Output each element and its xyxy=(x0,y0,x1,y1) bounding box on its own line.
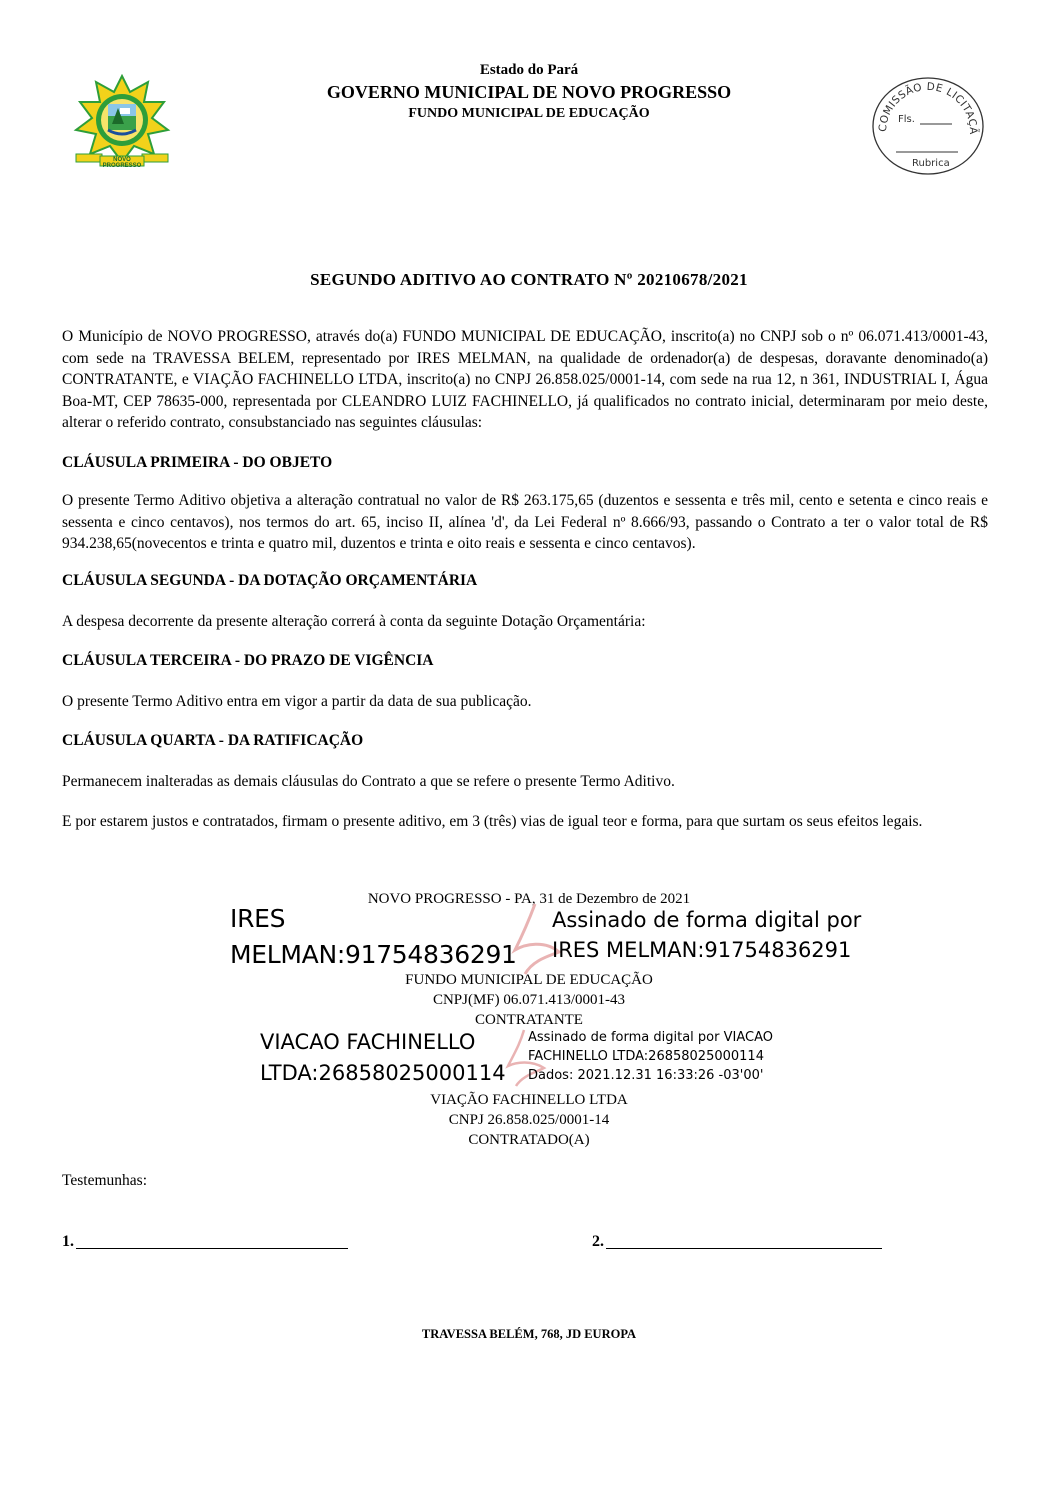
signer-2-entity: VIAÇÃO FACHINELLO LTDA xyxy=(430,1092,628,1108)
witness-1-line xyxy=(76,1248,348,1249)
stamp-arc-text: COMISSÃO DE LICITAÇÃ xyxy=(876,80,980,135)
signer-1-role: CONTRATANTE xyxy=(475,1012,583,1028)
clause-4-text: Permanecem inalteradas as demais cláusulas do Contrato a que se refere o presente Termo Aditivo. xyxy=(62,773,675,790)
witness-2-number: 2. xyxy=(592,1233,604,1250)
signer-1-name-line1: IRES xyxy=(230,904,286,933)
document-title: SEGUNDO ADITIVO AO CONTRATO Nº 20210678/2021 xyxy=(310,270,748,289)
clause-2-heading: CLÁUSULA SEGUNDA - DA DOTAÇÃO ORÇAMENTÁRIA xyxy=(62,572,478,589)
signer-2-name-line2: LTDA:26858025000114 xyxy=(260,1061,506,1085)
witness-1-number: 1. xyxy=(62,1233,74,1250)
logo-banner-text: NOVO PROGRESSO xyxy=(102,157,142,169)
signer-2-digital-line2: FACHINELLO LTDA:26858025000114 xyxy=(528,1049,764,1064)
svg-text:COMISSÃO DE LICITAÇÃO xyxy=(866,70,980,135)
stamp-fls-label: Fls. xyxy=(898,114,915,125)
clause-3-heading: CLÁUSULA TERCEIRA - DO PRAZO DE VIGÊNCIA xyxy=(62,652,434,669)
header-fund: FUNDO MUNICIPAL DE EDUCAÇÃO xyxy=(408,106,650,121)
clause-2-text: A despesa decorrente da presente alteração correrá à conta da seguinte Dotação Orçamentária: xyxy=(62,613,646,630)
clause-3-text: O presente Termo Aditivo entra em vigor a partir da data de sua publicação. xyxy=(62,693,532,710)
signer-1-cnpj: CNPJ(MF) 06.071.413/0001-43 xyxy=(432,992,626,1008)
signer-2-cnpj: CNPJ 26.858.025/0001-14 xyxy=(448,1112,610,1128)
clause-4-heading: CLÁUSULA QUARTA - DA RATIFICAÇÃO xyxy=(62,732,364,749)
signer-2-digital-line1: Assinado de forma digital por VIACAO xyxy=(528,1030,773,1045)
closing-paragraph: E por estarem justos e contratados, firmam o presente aditivo, em 3 (três) vias de igual teor e forma, para que surtam os seus efeitos legais. xyxy=(62,813,923,830)
footer-address: TRAVESSA BELÉM, 768, JD EUROPA xyxy=(421,1327,637,1341)
stamp-rubrica-label: Rubrica xyxy=(912,158,950,169)
signer-1-name-line2: MELMAN:91754836291 xyxy=(230,940,517,969)
intro-paragraph: O Município de NOVO PROGRESSO, através do(a) FUNDO MUNICIPAL DE EDUCAÇÃO, inscrito(a) no CNPJ sob o nº 06.071.413/0001-43, com sede na TRAVESSA BELEM, representado por IRES MELMAN, na qualidade de ordenador(a) de despesas, doravante denominado(a) CONTRATANTE, e VIAÇÃO FACHINELLO LTDA, inscrito(a) no CNPJ 26.858.025/0001-14, com sede na rua 12, n 361, INDUSTRIAL I, Água Boa-MT, CEP 78635-000, representada por CLEANDRO LUIZ FACHINELLO, já qualificados no contrato inicial, determinaram por meio deste, alterar o referido contrato, consubstanciado nas seguintes cláusulas: xyxy=(62,328,988,431)
witnesses-label: Testemunhas: xyxy=(62,1172,148,1189)
witness-2-line xyxy=(606,1248,882,1249)
place-date: NOVO PROGRESSO - PA, 31 de Dezembro de 2021 xyxy=(367,891,691,907)
signer-1-digital-line2: IRES MELMAN:91754836291 xyxy=(552,938,852,962)
clause-1-text: O presente Termo Aditivo objetiva a alteração contratual no valor de R$ 263.175,65 (duzentos e sessenta e três mil, cento e setenta e cinco reais e sessenta e cinco centavos), nos termos do art. 65, inciso II, alínea 'd', da Lei Federal nº 8.666/93, passando o Contrato a ter o valor total de R$ 934.238,65(novecentos e trinta e quatro mil, duzentos e trinta e oito reais e sessenta e cinco centavos). xyxy=(62,492,988,552)
clause-1-heading: CLÁUSULA PRIMEIRA - DO OBJETO xyxy=(62,454,333,471)
signer-2-digital-line3: Dados: 2021.12.31 16:33:26 -03'00' xyxy=(528,1068,764,1083)
signer-1-digital-line1: Assinado de forma digital por xyxy=(552,908,862,932)
signer-2-role: CONTRATADO(A) xyxy=(468,1132,590,1148)
header-government: GOVERNO MUNICIPAL DE NOVO PROGRESSO xyxy=(326,82,732,102)
header-state: Estado do Pará xyxy=(479,62,579,78)
signer-2-name-line1: VIACAO FACHINELLO xyxy=(260,1030,476,1054)
commission-stamp xyxy=(866,70,986,176)
signer-1-entity: FUNDO MUNICIPAL DE EDUCAÇÃO xyxy=(405,972,653,988)
